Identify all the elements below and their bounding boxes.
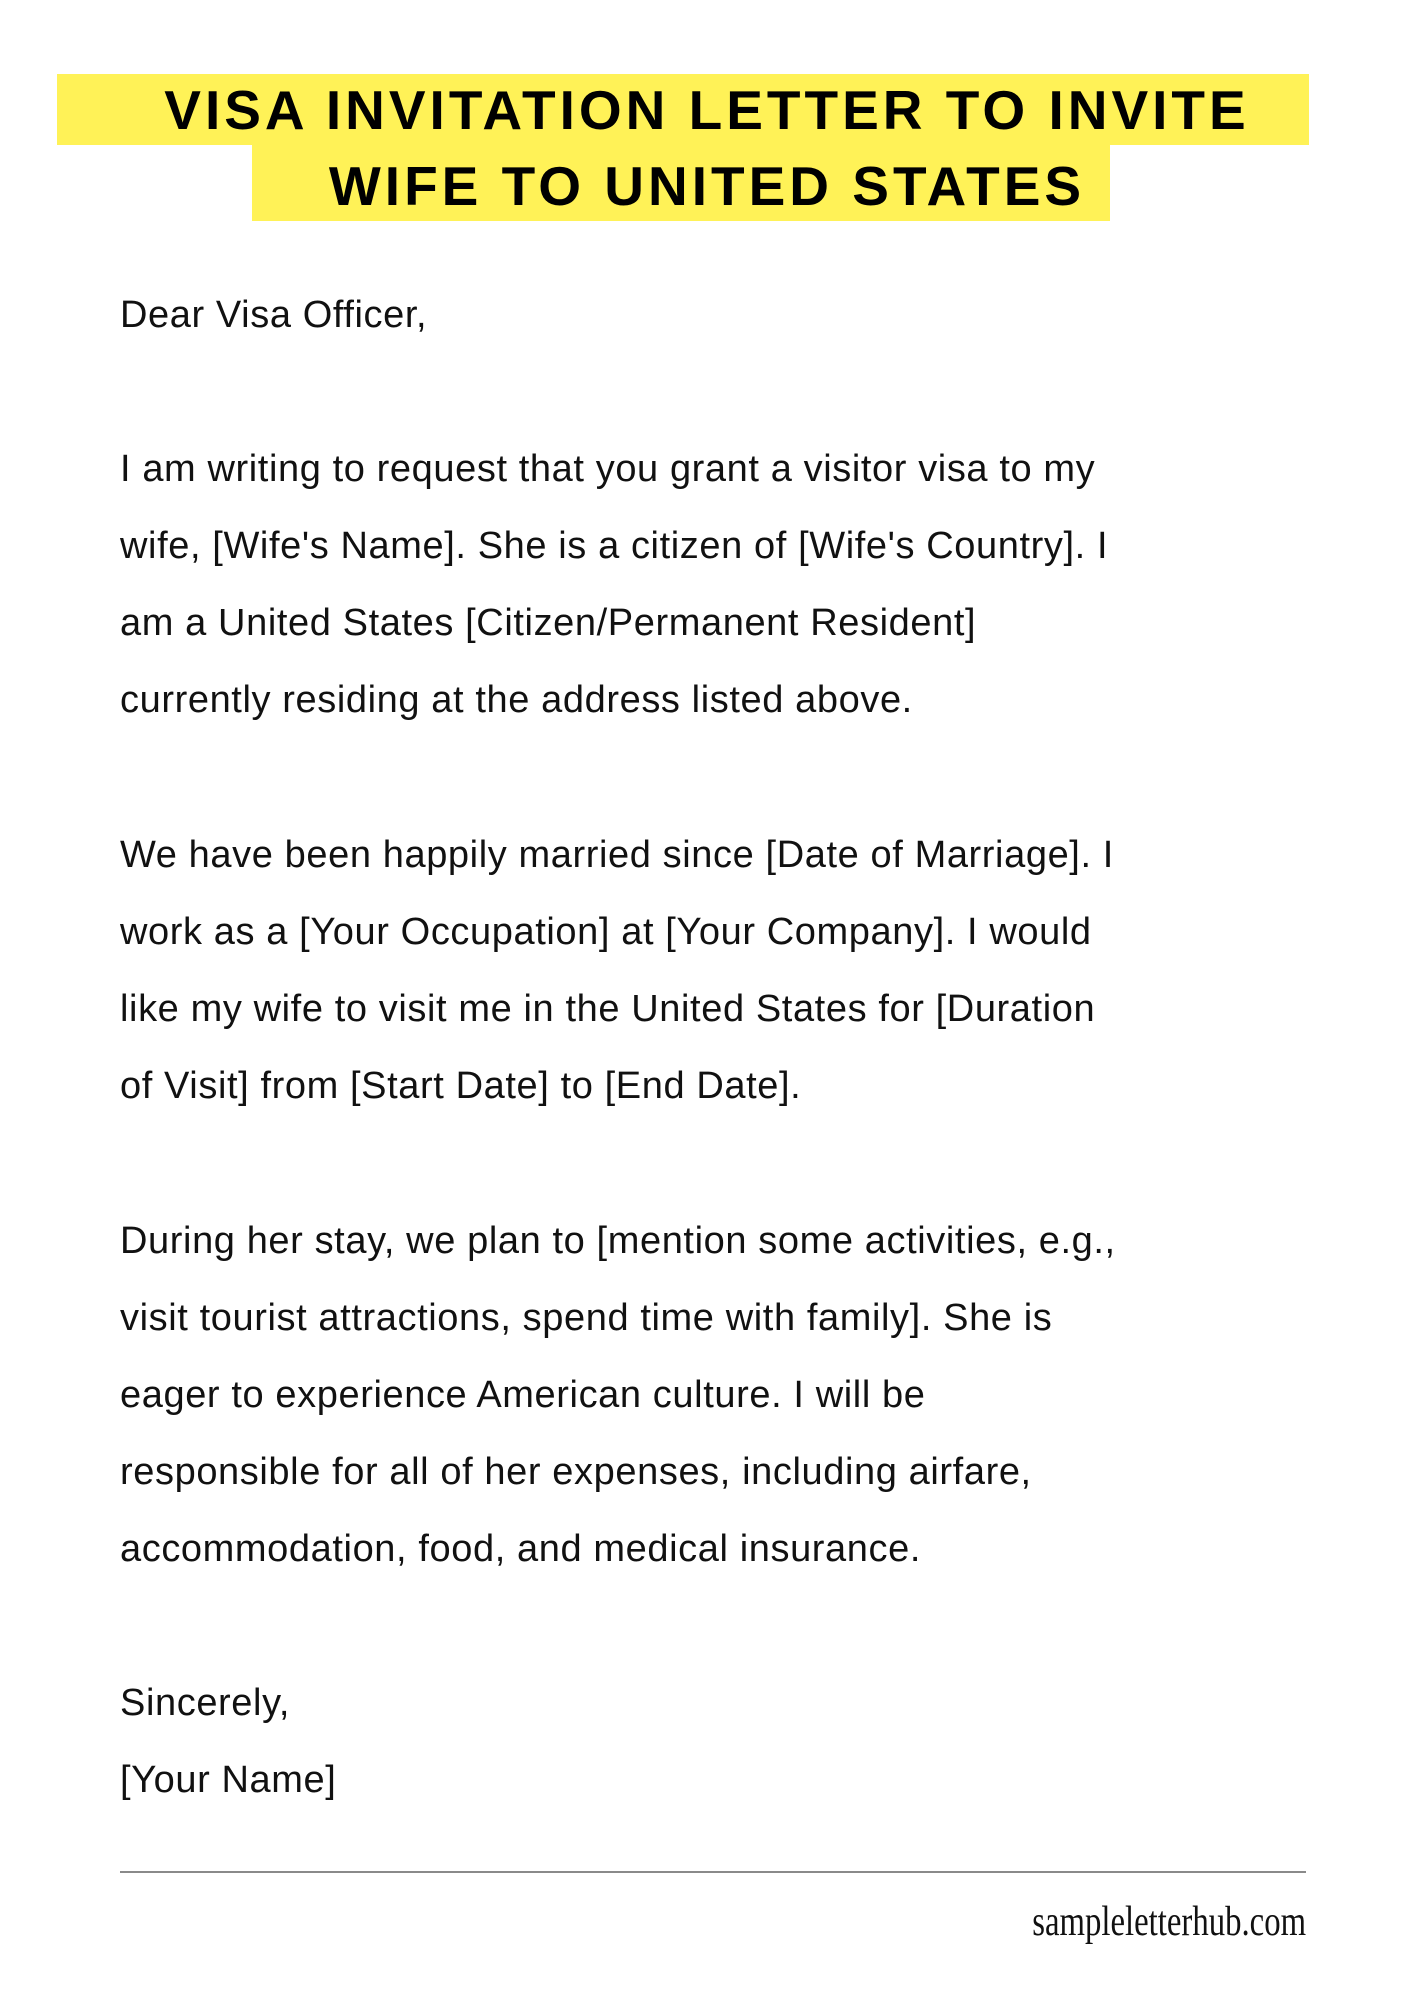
paragraph-line: am a United States [Citizen/Permanent Resident]: [120, 602, 977, 644]
paragraph-line: responsible for all of her expenses, including airfare,: [120, 1451, 1032, 1493]
paragraph-line: We have been happily married since [Date of Marriage]. I: [120, 834, 1114, 876]
paragraph-line: accommodation, food, and medical insurance.: [120, 1528, 922, 1570]
title-line-2: WIFE TO UNITED STATES: [328, 155, 1086, 217]
paragraph-line: visit tourist attractions, spend time with family]. She is: [120, 1297, 1053, 1339]
paragraph-line: currently residing at the address listed above.: [120, 679, 913, 721]
signature: [Your Name]: [120, 1759, 337, 1801]
paragraph-line: I am writing to request that you grant a visitor visa to my: [120, 448, 1096, 490]
footer-site: sampleletterhub.com: [1032, 1899, 1306, 1945]
paragraph-line: work as a [Your Occupation] at [Your Company]. I would: [120, 911, 1092, 953]
closing: Sincerely,: [120, 1682, 291, 1724]
paragraph-line: eager to experience American culture. I will be: [120, 1374, 926, 1416]
paragraph-line: During her stay, we plan to [mention some activities, e.g.,: [120, 1220, 1116, 1262]
paragraph-line: like my wife to visit me in the United States for [Duration: [120, 988, 1096, 1030]
paragraph-2: [120, 817, 1114, 1125]
salutation: Dear Visa Officer,: [120, 294, 428, 336]
paragraph-line: wife, [Wife's Name]. She is a citizen of [Wife's Country]. I: [120, 525, 1109, 567]
paragraph-line: of Visit] from [Start Date] to [End Date].: [120, 1065, 802, 1107]
footer-divider: [120, 1871, 1306, 1873]
paragraph-1: [120, 431, 1108, 739]
paragraph-3: [120, 1203, 1116, 1588]
title-line-1: VISA INVITATION LETTER TO INVITE: [164, 79, 1250, 141]
